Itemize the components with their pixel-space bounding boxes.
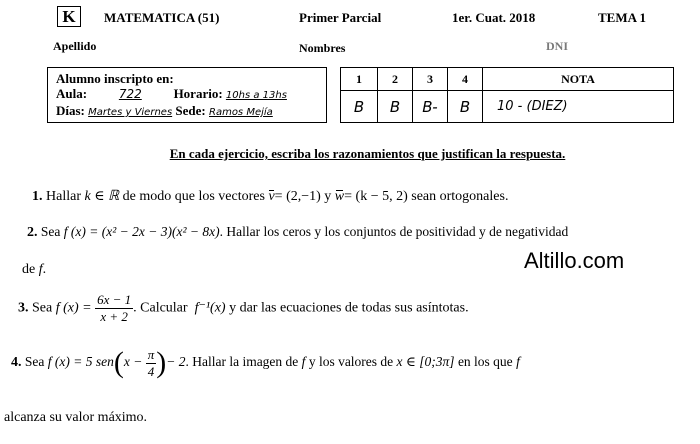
tema-letter-box: K (57, 6, 81, 27)
course-name: MATEMATICA (51) (104, 10, 220, 25)
problem-2-function: f (x) = (x² − 2x − 3)(x² − 8x) (63, 224, 220, 239)
grade-header-2: 2 (378, 68, 413, 91)
grades-header-row (341, 68, 674, 91)
apellido-label: Apellido (53, 39, 97, 53)
sede-label: Sede: (175, 103, 206, 118)
problem-4-f-2: f (516, 354, 520, 370)
problem-3 (18, 292, 469, 325)
problem-4-f: f (301, 354, 306, 370)
grade-value-3: B- (413, 91, 448, 123)
grade-header-1: 1 (341, 68, 378, 91)
tema-label: TEMA 1 (598, 10, 647, 25)
dni-label: DNI (546, 39, 569, 53)
problem-2-line2-f: f (38, 262, 43, 277)
problem-3-text-c: . Calcular (133, 300, 188, 316)
problem-3-inverse: f⁻¹(x) (194, 300, 226, 316)
grade-header-nota: NOTA (483, 68, 674, 91)
grade-header-4: 4 (448, 68, 483, 91)
problem-2-line-2 (22, 262, 46, 278)
problem-1-text-c: de modo que los vectores (122, 189, 265, 204)
problem-3-fraction-den: x + 2 (100, 309, 128, 324)
problem-3-fraction-num: 6x − 1 (97, 292, 132, 307)
grade-header-3: 3 (413, 68, 448, 91)
problem-1-math-k: k ∈ ℝ (84, 189, 120, 204)
grade-value-2: B (378, 91, 413, 123)
problem-3-number: 3. (18, 300, 29, 316)
problem-4: 4. Sea f (x) = 5 sen(x − $\frac{\pi}{4}$ )− 2. Hallar la imagen de f y los valores de x ∈ [0;3π] en los que f (11, 346, 520, 379)
problem-1 (32, 188, 508, 205)
grades-value-row (341, 91, 674, 123)
student-info-box (47, 67, 327, 123)
aula-label: Aula: (56, 86, 88, 101)
problem-1-text-e: = (2,−1) y (274, 189, 332, 204)
problem-4-fraction-den: 4 (147, 363, 155, 379)
problem-4-number: 4. (11, 355, 22, 371)
problem-2 (27, 224, 568, 241)
problem-4-text-e: . Hallar la imagen de (185, 354, 299, 370)
problem-2-text-a: Sea (40, 224, 61, 239)
problem-1-number: 1. (32, 189, 43, 204)
problem-4-text-g: y los valores de (308, 354, 394, 370)
problem-4-arg: x − (123, 354, 143, 370)
problem-4-domain: x ∈ [0;3π] (396, 354, 455, 370)
dias-value: Martes y Viernes (88, 107, 173, 118)
aula-value: 722 (118, 87, 142, 101)
sede-value: Ramos Mejía (209, 107, 273, 118)
grade-value-nota: 10 - (DIEZ) (483, 91, 674, 123)
problem-4-function: f (x) = 5 sen (47, 354, 114, 370)
problem-4-line-2: alcanza su valor máximo. (4, 410, 148, 425)
problem-1-vector-v: v (268, 189, 275, 204)
problem-1-text-a: Hallar (46, 189, 81, 204)
grade-value-4: B (448, 91, 483, 123)
problem-2-number: 2. (27, 225, 38, 240)
problem-4-fraction (146, 347, 157, 380)
instruction-title: En cada ejercicio, escriba los razonamientos que justifican la respuesta. (169, 146, 566, 161)
horario-label: Horario: (173, 86, 223, 101)
problem-4-text-i: en los que (457, 354, 513, 370)
grades-table (340, 67, 674, 123)
problem-2-line2-a: de (22, 262, 36, 277)
problem-2-text-c: . Hallar los ceros y los conjuntos de positividad y de negatividad (219, 224, 569, 239)
problem-2-line2-c: . (42, 262, 47, 277)
exam-name: Primer Parcial (299, 10, 382, 25)
grade-value-1: B (341, 91, 378, 123)
altillo-watermark: Altillo.com (524, 248, 625, 273)
problem-1-vector-w: w (334, 189, 345, 204)
problem-3-text-e: y dar las ecuaciones de todas sus asíntotas. (229, 300, 469, 316)
dias-label: Días: (56, 103, 85, 118)
dias-sede-row (56, 103, 273, 119)
problem-4-minus-two: − 2 (166, 354, 186, 370)
student-info-title: Alumno inscripto en: (56, 71, 174, 86)
problem-3-function: f (x) = (55, 300, 92, 316)
nombres-label: Nombres (299, 41, 346, 55)
horario-value: 10hs a 13hs (225, 90, 287, 101)
problem-3-fraction (95, 292, 133, 325)
problem-4-text-a: Sea (24, 354, 45, 370)
problem-1-text-g: = (k − 5, 2) sean ortogonales. (344, 189, 509, 204)
problem-3-text-a: Sea (32, 300, 53, 316)
aula-horario-row (56, 86, 287, 102)
exam-period: 1er. Cuat. 2018 (452, 10, 536, 25)
problem-4-fraction-num: π (147, 346, 155, 362)
